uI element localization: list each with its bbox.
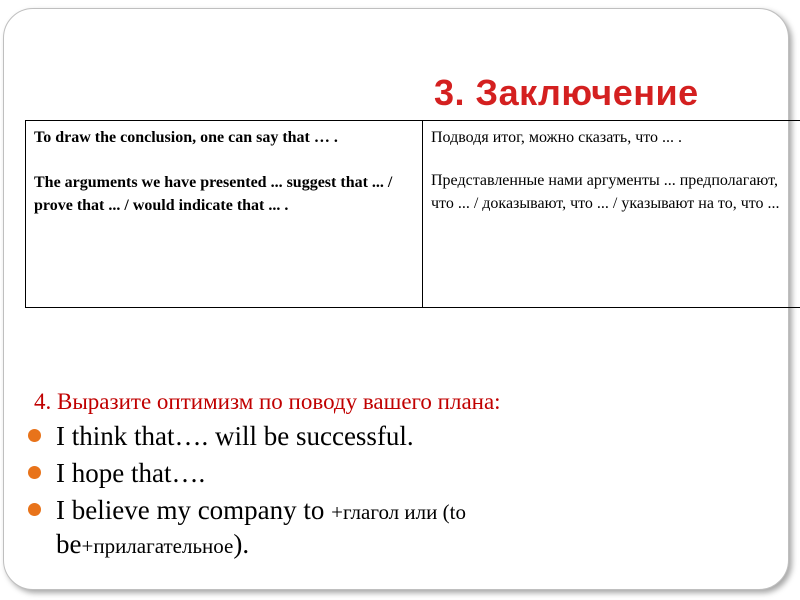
bullet-text: I think that…. will be successful. <box>56 421 414 451</box>
english-phrase-2: The arguments we have presented ... suggest that ... / prove that ... / would indicate that ... . <box>34 174 393 214</box>
list-item <box>22 420 722 452</box>
slide-title: 3. Заключение <box>434 72 699 113</box>
english-phrases-cell <box>26 121 423 308</box>
bullet-dot-icon <box>28 503 41 516</box>
russian-phrase-1: Подводя итог, можно сказать, что ... . <box>431 129 683 146</box>
bullet-text-close: ). <box>233 529 250 559</box>
bullet-text-or: или (to <box>399 500 466 524</box>
optimism-bullet-list <box>22 420 722 567</box>
bullet-text-adj: +прилагательное <box>81 534 234 558</box>
bullet-text-be: be <box>56 529 82 559</box>
bullet-text-main: I believe my company to <box>56 495 332 525</box>
list-item <box>22 494 722 562</box>
section-4-heading: 4. Выразите оптимизм по поводу вашего плана: <box>34 389 501 414</box>
bullet-text: I hope that…. <box>56 458 206 488</box>
bullet-dot-icon <box>28 466 41 479</box>
phrase-table <box>25 120 800 308</box>
english-phrase-1: To draw the conclusion, one can say that … . <box>34 129 338 146</box>
bullet-text-verb: +глагол <box>331 500 400 524</box>
russian-phrases-cell <box>423 121 800 308</box>
table-row <box>26 121 800 308</box>
list-item <box>22 457 722 489</box>
bullet-dot-icon <box>28 429 41 442</box>
russian-phrase-2: Представленные нами аргументы ... предполагают, что ... / доказывают, что ... / указывают на то, что ... <box>431 172 780 212</box>
